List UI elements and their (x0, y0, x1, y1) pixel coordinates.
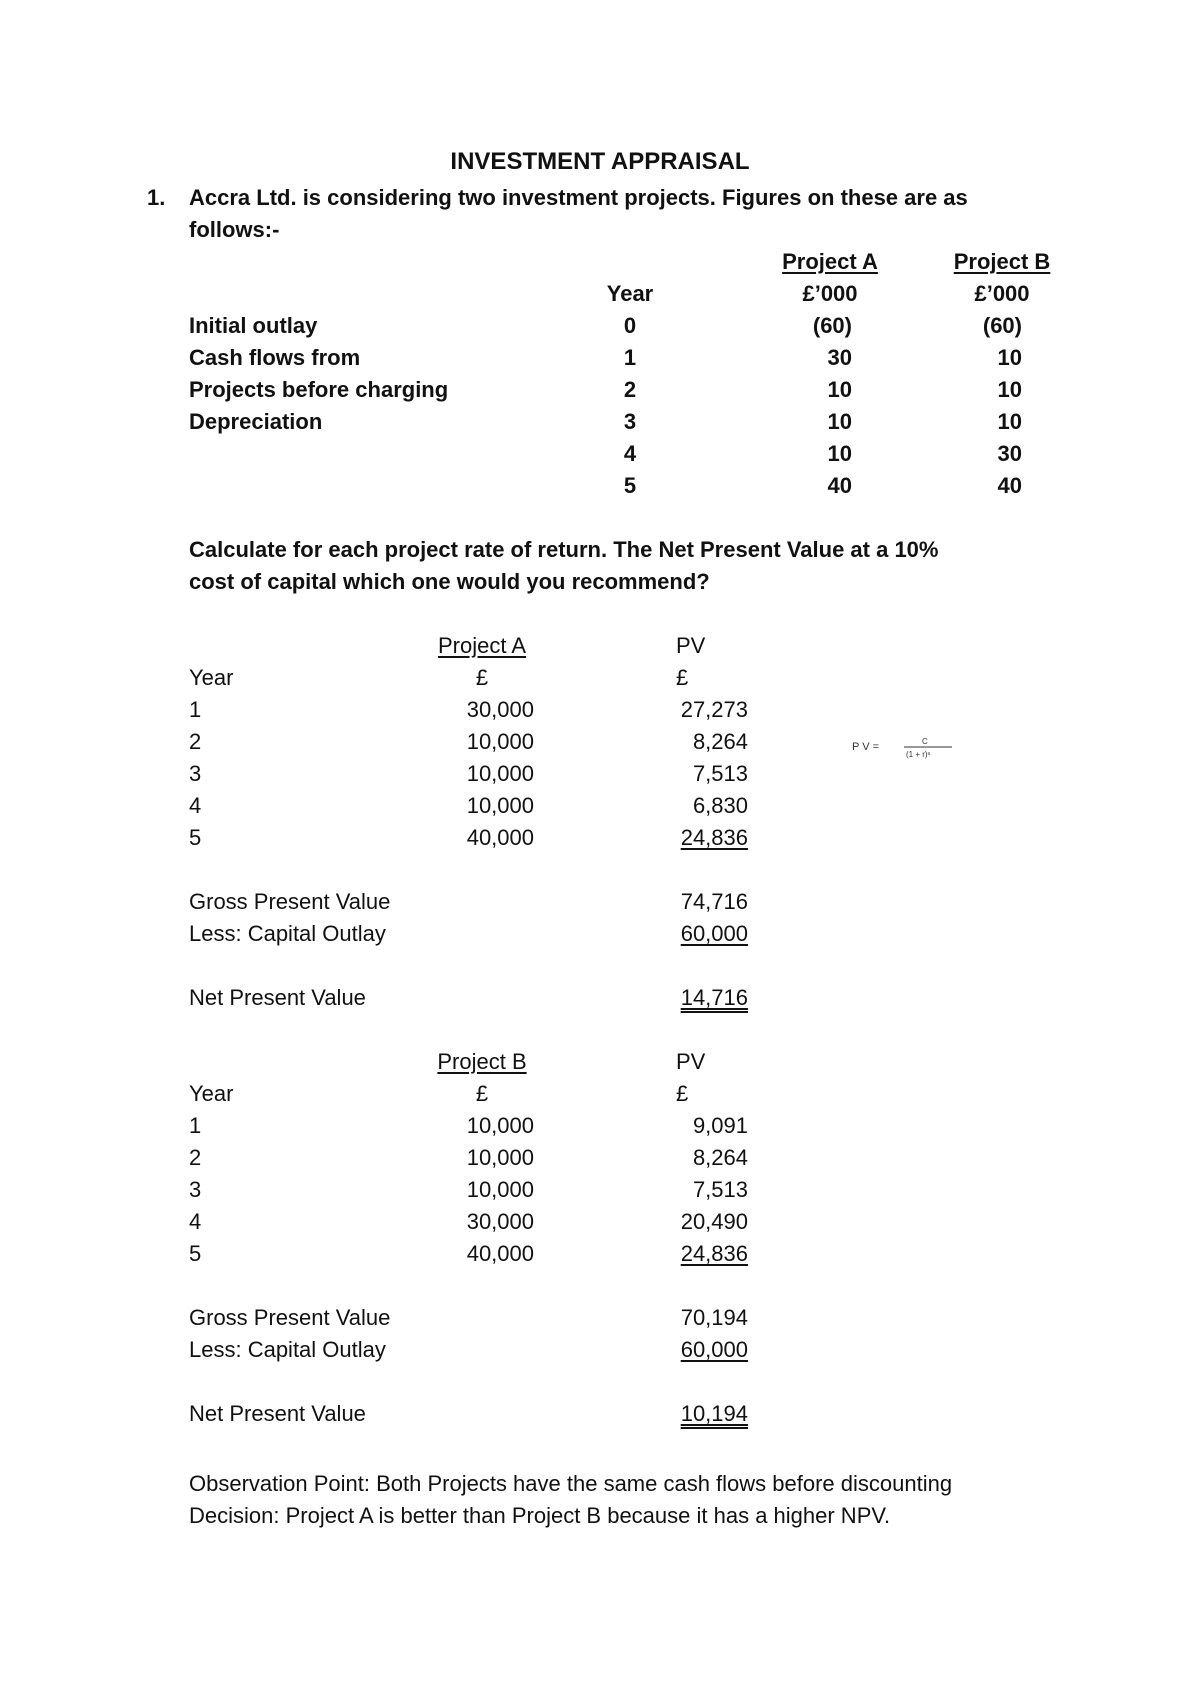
table-row-cash: 30,000 (466, 1209, 534, 1234)
given-row-project-b: 10 (997, 409, 1022, 434)
given-row-project-b: 10 (997, 345, 1022, 370)
given-row-year: 5 (623, 473, 637, 498)
table-row-year: 3 (189, 761, 202, 786)
given-row-project-a: 10 (827, 441, 852, 466)
given-row-project-a: 40 (827, 473, 852, 498)
currency-label: £ (475, 665, 489, 690)
project-b-pv-header: PV (676, 1049, 706, 1074)
table-row-pv: 7,513 (692, 1177, 748, 1202)
project-a-header: Project A (437, 633, 527, 658)
table-row-pv: 7,513 (692, 761, 748, 786)
gross-pv-label: Gross Present Value (189, 889, 391, 914)
npv-label: Net Present Value (189, 1401, 366, 1426)
svg-text:C: C (922, 737, 928, 746)
question-line-2: follows:- (189, 217, 280, 242)
table-row-pv: 24,836 (680, 1241, 748, 1266)
given-row-label: Cash flows from (189, 345, 361, 370)
table-row-year: 3 (189, 1177, 202, 1202)
pv-currency-label: £ (676, 1081, 689, 1106)
given-unit-a: £’000 (802, 281, 858, 306)
table-row-pv: 20,490 (680, 1209, 748, 1234)
less-outlay-value: 60,000 (680, 1337, 748, 1362)
instruction-line-2: cost of capital which one would you recommend? (189, 569, 710, 594)
table-row-year: 2 (189, 1145, 202, 1170)
year-label: Year (189, 1081, 234, 1106)
less-outlay-value: 60,000 (680, 921, 748, 946)
table-row-cash: 10,000 (466, 729, 534, 754)
svg-text:P V =: P V = (852, 741, 880, 753)
table-row-year: 1 (189, 1113, 202, 1138)
table-row-year: 5 (189, 825, 202, 850)
given-row-project-a: 10 (827, 377, 852, 402)
given-row-project-a: 30 (827, 345, 852, 370)
table-row-cash: 30,000 (466, 697, 534, 722)
given-row-year: 0 (623, 313, 637, 338)
table-row-year: 4 (189, 1209, 202, 1234)
table-row-cash: 10,000 (466, 1177, 534, 1202)
currency-label: £ (475, 1081, 489, 1106)
table-row-cash: 10,000 (466, 1145, 534, 1170)
instruction-line-1: Calculate for each project rate of return. The Net Present Value at a 10% (189, 537, 939, 562)
given-unit-b: £’000 (974, 281, 1030, 306)
table-row-pv: 8,264 (692, 729, 748, 754)
table-row-cash: 10,000 (466, 761, 534, 786)
given-row-year: 2 (623, 377, 637, 402)
given-col-b-header: Project B (953, 249, 1051, 274)
npv-value: 10,194 (680, 1401, 748, 1426)
given-row-year: 4 (623, 441, 637, 466)
given-row-project-b: 30 (997, 441, 1022, 466)
table-row-cash: 40,000 (466, 825, 534, 850)
given-row-project-b: 40 (997, 473, 1022, 498)
table-row-pv: 24,836 (680, 825, 748, 850)
given-row-project-b: (60) (982, 313, 1022, 338)
question-line-1: Accra Ltd. is considering two investment projects. Figures on these are as (189, 185, 968, 210)
table-row-pv: 6,830 (692, 793, 748, 818)
gross-pv-label: Gross Present Value (189, 1305, 391, 1330)
table-row-year: 4 (189, 793, 202, 818)
gross-pv-value: 74,716 (680, 889, 748, 914)
svg-text:(1 + r)ⁿ: (1 + r)ⁿ (906, 750, 931, 759)
table-row-cash: 10,000 (466, 793, 534, 818)
given-row-label: Depreciation (189, 409, 323, 434)
table-row-year: 2 (189, 729, 202, 754)
given-row-project-a: (60) (812, 313, 852, 338)
given-row-year: 3 (623, 409, 637, 434)
pv-currency-label: £ (676, 665, 689, 690)
given-row-year: 1 (623, 345, 637, 370)
question-number: 1. (147, 185, 166, 210)
document-title: INVESTMENT APPRAISAL (450, 148, 750, 175)
table-row-year: 5 (189, 1241, 202, 1266)
table-row-pv: 8,264 (692, 1145, 748, 1170)
table-row-cash: 10,000 (466, 1113, 534, 1138)
observation-point: Observation Point: Both Projects have the same cash flows before discounting (189, 1471, 953, 1496)
given-col-a-header: Project A (782, 249, 878, 274)
table-row-pv: 27,273 (680, 697, 748, 722)
given-row-project-b: 10 (997, 377, 1022, 402)
npv-label: Net Present Value (189, 985, 366, 1010)
given-year-header: Year (606, 281, 654, 306)
less-outlay-label: Less: Capital Outlay (189, 1337, 386, 1362)
npv-value: 14,716 (680, 985, 748, 1010)
given-row-label: Initial outlay (189, 313, 318, 338)
less-outlay-label: Less: Capital Outlay (189, 921, 386, 946)
decision-text: Decision: Project A is better than Project B because it has a higher NPV. (189, 1503, 891, 1528)
project-b-header: Project B (437, 1049, 527, 1074)
project-a-pv-header: PV (676, 633, 706, 658)
pv-formula (848, 732, 960, 762)
table-row-cash: 40,000 (466, 1241, 534, 1266)
table-row-year: 1 (189, 697, 202, 722)
table-row-pv: 9,091 (692, 1113, 748, 1138)
gross-pv-value: 70,194 (680, 1305, 748, 1330)
given-row-project-a: 10 (827, 409, 852, 434)
given-row-label: Projects before charging (189, 377, 449, 402)
year-label: Year (189, 665, 234, 690)
